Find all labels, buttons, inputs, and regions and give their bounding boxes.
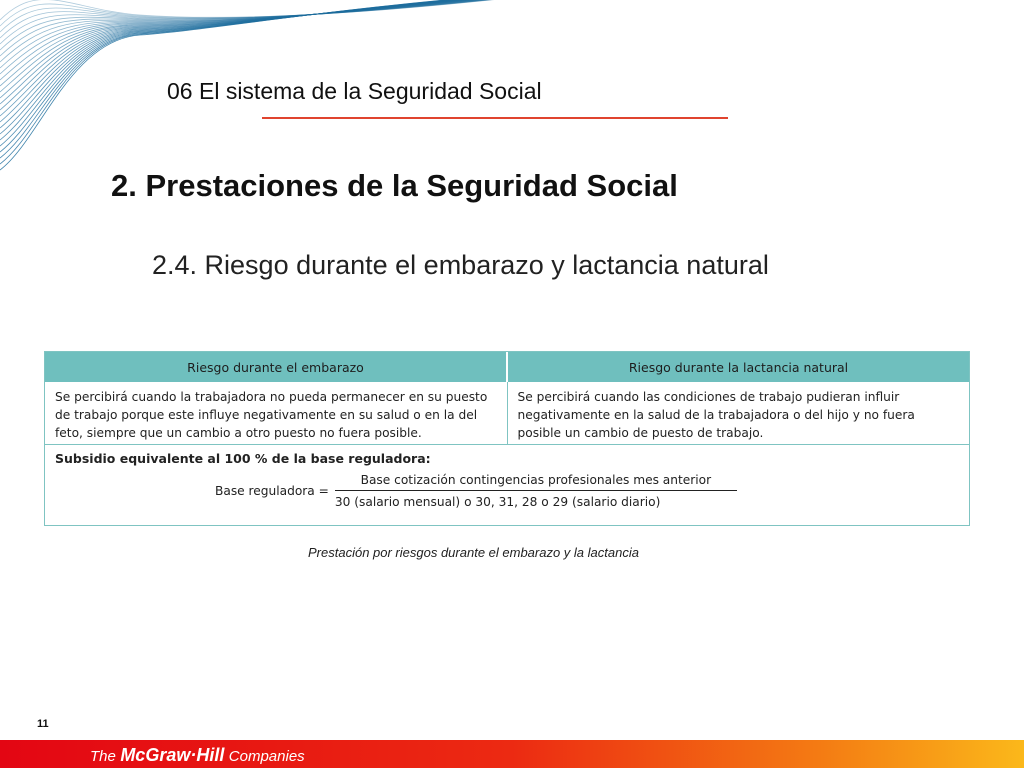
column-header-pregnancy: Riesgo durante el embarazo	[187, 359, 364, 375]
brand-name: McGraw·Hill	[120, 745, 225, 765]
benefits-table	[44, 351, 970, 526]
slide-heading: 2. Prestaciones de la Seguridad Social	[111, 168, 678, 203]
formula-label: Base reguladora =	[215, 484, 329, 498]
formula-fraction	[335, 473, 737, 509]
slide-subheading: 2.4. Riesgo durante el embarazo y lactancia natural	[152, 250, 769, 280]
page-number: 11	[37, 718, 49, 730]
brand-suffix: Companies	[228, 748, 305, 765]
footer-bar	[0, 740, 1024, 768]
cell-pregnancy-description: Se percibirá cuando la trabajadora no pueda permanecer en su puesto de trabajo porque este influye negativamente en su salud o en la del feto, siempre que un cambio a otro puesto no fuera posible.	[55, 390, 488, 440]
formula-denominator: 30 (salario mensual) o 30, 31, 28 o 29 (salario diario)	[334, 495, 661, 509]
table-caption: Prestación por riesgos durante el embarazo y la lactancia	[308, 545, 639, 560]
subsidy-title: Subsidio equivalente al 100 % de la base reguladora:	[55, 451, 431, 466]
formula-numerator: Base cotización contingencias profesionales mes anterior	[360, 473, 712, 487]
brand-prefix: The	[90, 748, 116, 765]
subsidy-section	[45, 445, 969, 525]
title-divider	[262, 117, 728, 119]
base-formula	[215, 473, 737, 509]
cell-lactation-description: Se percibirá cuando las condiciones de trabajo pudieran influir negativamente en la salud de la trabajadora o del hijo y no fuera posible un cambio de puesto de trabajo.	[507, 382, 970, 444]
table-header-row	[45, 352, 969, 382]
table-row	[45, 382, 969, 445]
column-header-lactation: Riesgo durante la lactancia natural	[506, 352, 969, 382]
chapter-title: 06 El sistema de la Seguridad Social	[167, 78, 542, 104]
brand-logo	[90, 745, 305, 766]
